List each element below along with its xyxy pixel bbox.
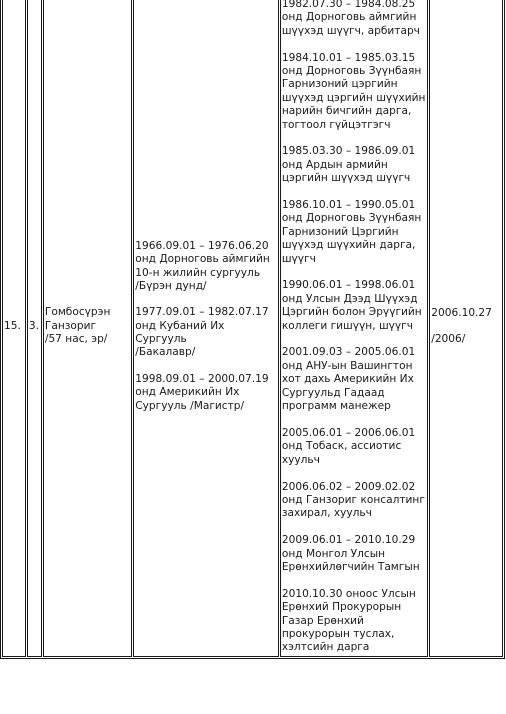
work-line: хот дахь Америкийн Их xyxy=(281,373,414,386)
work-entry xyxy=(282,588,426,655)
education-line: 1977.09.01 – 1982.07.17 xyxy=(135,306,269,319)
person-name-line: Ганзориг xyxy=(44,319,97,332)
education-line: /Бакалавр/ xyxy=(135,346,196,359)
work-entry xyxy=(282,0,426,38)
work-entry xyxy=(282,481,426,521)
work-line: онд Дорноговь Зүүнбаян xyxy=(281,65,422,78)
row-number-cell xyxy=(2,0,26,657)
work-entry xyxy=(282,52,426,132)
work-line: Гарнизоний Цэргийн xyxy=(281,225,399,238)
education-line: Сургууль /Магистр/ xyxy=(135,399,245,412)
row-number: 15. xyxy=(4,319,21,332)
work-line: хэлтсийн дарга xyxy=(281,641,370,654)
education-cell xyxy=(133,0,279,657)
education-line: 1966.09.01 – 1976.06.20 xyxy=(135,239,269,252)
work-line: Цэргийн болон Эрүүгийн xyxy=(281,306,422,319)
work-line: 1990.06.01 – 1998.06.01 xyxy=(281,279,416,292)
work-line: 2006.06.02 – 2009.02.02 xyxy=(281,480,416,493)
work-line: онд Улсын Дээд Шүүхэд xyxy=(281,292,418,305)
person-age-sex: /57 нас, эр/ xyxy=(44,333,108,346)
work-line: 1982.07.30 – 1984.08.25 xyxy=(281,0,416,10)
work-line: онд Дорноговь Зүүнбаян xyxy=(281,212,422,225)
work-line: шүүхэд шүүгч, арбитарч xyxy=(281,24,420,37)
work-line: прокурорын туслах, xyxy=(281,627,395,640)
education-line: онд Кубаний Их Сургууль xyxy=(135,319,225,346)
work-line: 1985.03.30 – 1986.09.01 xyxy=(281,145,416,158)
work-line: захирал, хуульч xyxy=(281,507,372,520)
education-line: онд Америкийн Их xyxy=(135,386,240,399)
work-entry xyxy=(282,279,426,333)
work-line: Гарнизоний цэргийн xyxy=(281,78,398,91)
work-line: Газар Ерөнхий xyxy=(281,614,364,627)
appointment-date: 2006.10.27 xyxy=(431,306,492,319)
person-name-cell xyxy=(43,0,132,657)
education-entry xyxy=(135,306,277,360)
work-line: 1986.10.01 – 1990.05.01 xyxy=(281,199,416,212)
education-line: 10-н жилийн сургууль xyxy=(135,266,261,279)
work-history-cell xyxy=(280,0,428,657)
work-line: 2001.09.03 – 2005.06.01 xyxy=(281,346,416,359)
work-entry xyxy=(282,534,426,574)
appointment-date-cell xyxy=(429,0,503,657)
sub-number: 3. xyxy=(28,319,40,332)
table-row xyxy=(2,0,503,657)
work-line: шүүхэд цэргийн шүүхийн xyxy=(281,91,426,104)
work-line: коллеги гишүүн, шүүгч xyxy=(281,319,414,332)
work-line: 2005.06.01 – 2006.06.01 xyxy=(281,426,416,439)
work-line: онд Монгол Улсын xyxy=(281,547,386,560)
work-line: тогтоол гүйцэтгэгч xyxy=(281,118,391,131)
work-line: онд Ганзориг консалтинг xyxy=(281,493,425,506)
work-line: 2010.10.30 оноос Улсын xyxy=(281,587,416,600)
work-line: онд Дорноговь аймгийн xyxy=(281,11,417,24)
work-line: шүүгч xyxy=(281,252,316,265)
work-line: цэргийн шүүхэд шүүгч xyxy=(281,172,411,185)
education-line: онд Дорноговь аймгийн xyxy=(135,253,270,266)
work-line: 2009.06.01 – 2010.10.29 xyxy=(281,534,416,547)
person-name-line: Гомбосүрэн xyxy=(44,306,111,319)
appointment-year: /2006/ xyxy=(431,332,466,345)
work-line: онд АНУ-ын Вашингтон xyxy=(281,359,413,372)
work-line: нарийн бичгийн дарга, xyxy=(281,105,412,118)
education-entry xyxy=(135,373,277,413)
work-line: Ерөнхийлөгчийн Тамгын xyxy=(281,560,420,573)
work-entry xyxy=(282,346,426,413)
work-line: 1984.10.01 – 1985.03.15 xyxy=(281,51,416,64)
work-line: онд Ардын армийн xyxy=(281,158,388,171)
work-entry xyxy=(282,145,426,185)
education-entry xyxy=(135,240,277,294)
work-line: хуульч xyxy=(281,453,320,466)
education-line: /Бүрэн дунд/ xyxy=(135,280,207,293)
work-entry xyxy=(282,427,426,467)
work-line: Ерөнхий Прокурорын xyxy=(281,601,402,614)
work-entry xyxy=(282,199,426,266)
work-line: шүүхэд шүүхийн дарга, xyxy=(281,239,416,252)
work-line: Сургуульд Гадаад xyxy=(281,386,385,399)
work-line: онд Тобаск, ассиотис xyxy=(281,440,402,453)
work-line: программ манежер xyxy=(281,400,391,413)
education-line: 1998.09.01 – 2000.07.19 xyxy=(135,372,269,385)
sub-number-cell xyxy=(27,0,42,657)
